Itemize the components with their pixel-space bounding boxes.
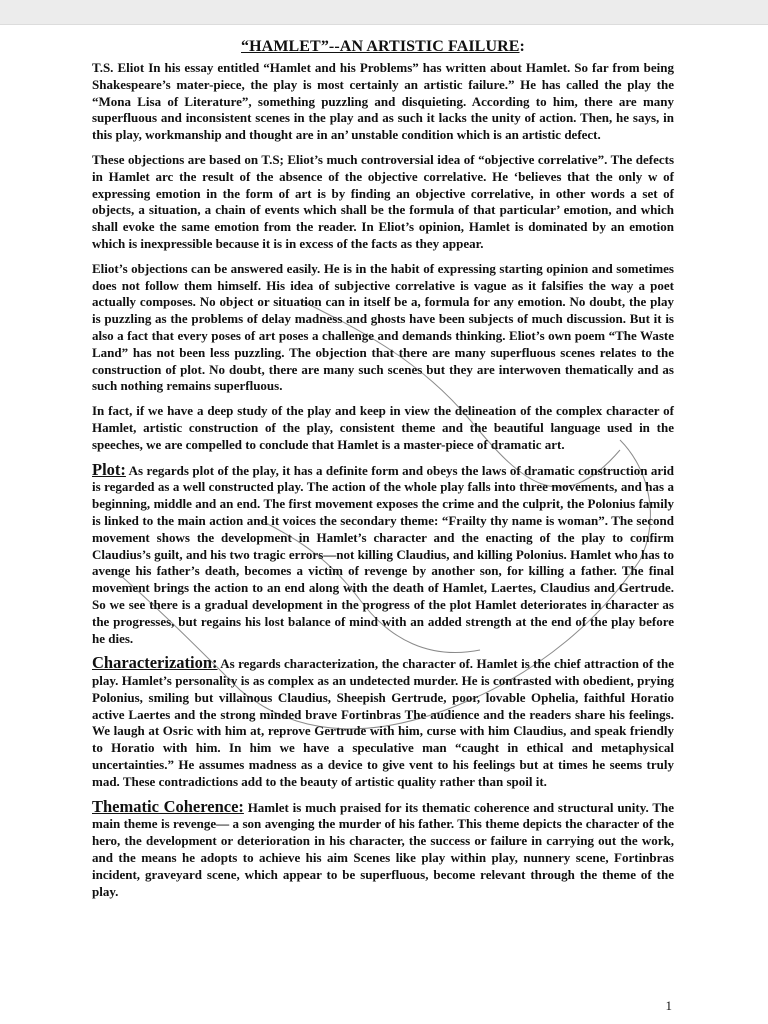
paragraph-4: In fact, if we have a deep study of the play and keep in view the delineation of the complex character of Hamlet, artistic construction of the play, consistent theme and the beautiful language used in the speeches, we are compelled to conclude that Hamlet is a master-piece of dramatic art. bbox=[92, 403, 674, 452]
paragraph-3: Eliot’s objections can be answered easily. He is in the habit of expressing starting opinion and sometimes does not follow them himself. His idea of subjective correlative is vague as it falsifies the way a poet actually composes. No object or situation can in itself be a, formula for any emotion. No doubt, the play is puzzling as the problems of delay madness and ghosts have been subjects of much discussion. But it is also a fact that every poses of art poses a challenge and demands thinking. Eliot’s own poem “The Waste Land” has not been less puzzling. The objection that there are many superfluous scenes relates to the construction of plot. No doubt, there are many such scenes but they are interwoven thematically and as such nothing remains superfluous. bbox=[92, 260, 674, 394]
section-characterization bbox=[92, 655, 674, 790]
paragraph-1: T.S. Eliot In his essay entitled “Hamlet and his Problems” has written about Hamlet. So far from being Shakespeare’s mater-piece, the play is most certainly an artistic failure.” He has called the play the “Mona Lisa of Literature”, something puzzling and disquieting. According to him, there are many superfluous and inconsistent scenes in the play and as such it lacks the unity of action. Then, he says, in this play, workmanship and thought are in an’ unstable condition which is an artistic defect. bbox=[92, 60, 674, 143]
plot-body: As regards plot of the play, it has a definite form and obeys the laws of dramatic construction arid is regarded as a well constructed play. The action of the whole play falls into three movements, and has a beginning, middle and an end. The first movement exposes the crime and the culprit, the Polonius family is linked to the main action and it voices the secondary theme: “Frailty thy name is woman”. The second movement shows the development in Hamlet’s character and the enacting of the play to confirm Claudius’s guilt, and his two tragic errors—not killing Claudius, and killing Polonius. Hamlet who has to avenge his father’s death, becomes a victim of revenge by another son, for killing a father. The final movement brings the action to an end along with the death of Hamlet, Laertes, Claudius and Gertrude. So we see there is a gradual development in the progress of the plot Hamlet deteriorates in character as the progresses, but regains his lost balance of mind with an added strength at the end of the play before he dies. bbox=[92, 462, 674, 646]
thematic-coherence-body: Hamlet is much praised for its thematic coherence and structural unity. The main theme is revenge— a son avenging the murder of his father. This theme depicts the character of the hero, the development or deterioration in his character, the success or failure in carrying out the work, and the means he adopts to achieve his aim Scenes like play within play, nunnery scene, Fortinbras incident, graveyard scene, which appear to be superfluous, become relevant through the theme of the play. bbox=[92, 799, 674, 899]
plot-heading: Plot: bbox=[92, 459, 126, 479]
section-thematic-coherence bbox=[92, 796, 674, 901]
characterization-body: As regards characterization, the character of. Hamlet is the chief attraction of the play. Hamlet’s personality is as complex as an undetected murder. He is contrasted with obedient, prying Polonius, smiling but villainous Claudius, Sheepish Gertrude, poor, lovable Ophelia, faithful Horatio active Laertes and the strong minded brave Fortinbras The audience and the readers share his feelings. We laugh at Osric with him at, reprove Gertrude with him, curse with him Claudius, and speak friendly to Horatio with him. In him we have a speculative man “caught in ethical and metaphysical uncertainties.” He assumes madness as a device to give vent to his feelings but at times he seems truly mad. These contradictions add to the beauty of artistic quality rather than spoil it. bbox=[92, 656, 674, 789]
title-suffix: : bbox=[519, 38, 525, 55]
viewer-top-band bbox=[0, 0, 768, 25]
characterization-heading: Characterization: bbox=[92, 653, 218, 673]
document-page bbox=[92, 30, 674, 1020]
paragraph-2: These objections are based on T.S; Eliot’s much controversial idea of “objective correlative”. The defects in Hamlet arc the result of the absence of the objective correlative. He ‘believes that the only w of expressing emotion in the form of art is by finding an objective correlative, in other words a set of objects, a situation, a chain of events which shall be the formula of that particular’ emotion, and which shall evoke the same emotion from the reader. In Eliot’s opinion, Hamlet is dominated by an emotion which is inexpressible because it is in excess of the facts as they appear. bbox=[92, 151, 674, 251]
page-number: 1 bbox=[665, 998, 672, 1013]
thematic-coherence-heading: Thematic Coherence: bbox=[92, 796, 244, 816]
title-text: “HAMLET”--AN ARTISTIC FAILURE bbox=[241, 38, 520, 55]
section-plot bbox=[92, 459, 674, 648]
document-title bbox=[92, 38, 674, 56]
